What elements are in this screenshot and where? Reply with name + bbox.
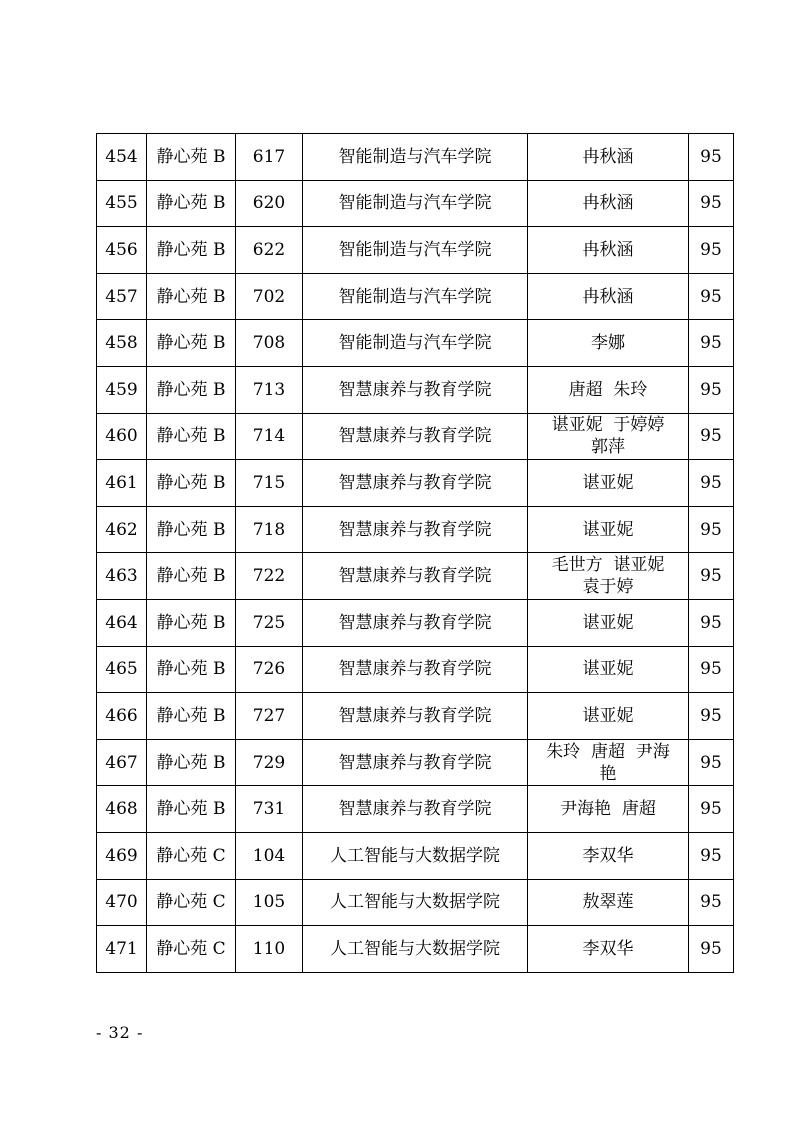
responsible-names-cell bbox=[528, 366, 689, 413]
score-cell: 95 bbox=[689, 506, 734, 553]
college-cell: 智能制造与汽车学院 bbox=[303, 134, 528, 181]
row-number-cell: 466 bbox=[97, 693, 147, 740]
table-row bbox=[97, 786, 734, 833]
building-cell: 静心苑 B bbox=[147, 227, 236, 274]
name-line: 袁于婷 bbox=[582, 577, 634, 598]
inspection-table bbox=[96, 133, 734, 973]
room-cell: 718 bbox=[236, 506, 303, 553]
row-number-cell: 469 bbox=[97, 832, 147, 879]
name-line: 唐超 朱玲 bbox=[568, 379, 648, 400]
row-number-cell: 464 bbox=[97, 599, 147, 646]
college-cell: 智能制造与汽车学院 bbox=[303, 180, 528, 227]
college-cell: 人工智能与大数据学院 bbox=[303, 832, 528, 879]
responsible-names-cell bbox=[528, 693, 689, 740]
score-cell: 95 bbox=[689, 460, 734, 507]
building-cell: 静心苑 B bbox=[147, 599, 236, 646]
room-cell: 105 bbox=[236, 879, 303, 926]
responsible-names-cell bbox=[528, 646, 689, 693]
table-row bbox=[97, 227, 734, 274]
room-cell: 725 bbox=[236, 599, 303, 646]
score-cell: 95 bbox=[689, 366, 734, 413]
name-line: 艳 bbox=[599, 763, 617, 784]
name-line: 朱玲 唐超 尹海 bbox=[546, 741, 670, 762]
responsible-names-cell bbox=[528, 506, 689, 553]
college-cell: 智慧康养与教育学院 bbox=[303, 693, 528, 740]
score-cell: 95 bbox=[689, 646, 734, 693]
building-cell: 静心苑 B bbox=[147, 786, 236, 833]
college-cell: 智能制造与汽车学院 bbox=[303, 227, 528, 274]
name-line: 谌亚妮 于婷婷 bbox=[551, 415, 665, 436]
responsible-names-cell bbox=[528, 227, 689, 274]
name-line: 冉秋涵 bbox=[582, 239, 634, 260]
building-cell: 静心苑 B bbox=[147, 646, 236, 693]
college-cell: 智能制造与汽车学院 bbox=[303, 320, 528, 367]
building-cell: 静心苑 C bbox=[147, 832, 236, 879]
name-line: 冉秋涵 bbox=[582, 193, 634, 214]
row-number-cell: 454 bbox=[97, 134, 147, 181]
table-row bbox=[97, 599, 734, 646]
score-cell: 95 bbox=[689, 599, 734, 646]
row-number-cell: 462 bbox=[97, 506, 147, 553]
college-cell: 智慧康养与教育学院 bbox=[303, 460, 528, 507]
row-number-cell: 465 bbox=[97, 646, 147, 693]
table-row bbox=[97, 646, 734, 693]
name-line: 谌亚妮 bbox=[582, 472, 634, 493]
table-row bbox=[97, 413, 734, 460]
college-cell: 智慧康养与教育学院 bbox=[303, 739, 528, 786]
name-line: 谌亚妮 bbox=[582, 519, 634, 540]
building-cell: 静心苑 B bbox=[147, 366, 236, 413]
page-number: - 32 - bbox=[96, 1023, 144, 1042]
responsible-names-cell bbox=[528, 134, 689, 181]
responsible-names-cell bbox=[528, 180, 689, 227]
building-cell: 静心苑 B bbox=[147, 739, 236, 786]
score-cell: 95 bbox=[689, 553, 734, 600]
table-row bbox=[97, 506, 734, 553]
college-cell: 智慧康养与教育学院 bbox=[303, 553, 528, 600]
score-cell: 95 bbox=[689, 832, 734, 879]
table-row bbox=[97, 739, 734, 786]
responsible-names-cell bbox=[528, 553, 689, 600]
table-row bbox=[97, 320, 734, 367]
score-cell: 95 bbox=[689, 693, 734, 740]
building-cell: 静心苑 B bbox=[147, 273, 236, 320]
building-cell: 静心苑 B bbox=[147, 413, 236, 460]
row-number-cell: 460 bbox=[97, 413, 147, 460]
row-number-cell: 456 bbox=[97, 227, 147, 274]
college-cell: 智慧康养与教育学院 bbox=[303, 599, 528, 646]
room-cell: 104 bbox=[236, 832, 303, 879]
college-cell: 智慧康养与教育学院 bbox=[303, 646, 528, 693]
name-line: 李娜 bbox=[591, 333, 625, 354]
table-body bbox=[97, 134, 734, 973]
row-number-cell: 459 bbox=[97, 366, 147, 413]
table-row bbox=[97, 693, 734, 740]
building-cell: 静心苑 B bbox=[147, 180, 236, 227]
building-cell: 静心苑 C bbox=[147, 926, 236, 973]
responsible-names-cell bbox=[528, 413, 689, 460]
responsible-names-cell bbox=[528, 926, 689, 973]
college-cell: 智慧康养与教育学院 bbox=[303, 786, 528, 833]
responsible-names-cell bbox=[528, 832, 689, 879]
responsible-names-cell bbox=[528, 320, 689, 367]
room-cell: 702 bbox=[236, 273, 303, 320]
name-line: 冉秋涵 bbox=[582, 286, 634, 307]
row-number-cell: 470 bbox=[97, 879, 147, 926]
room-cell: 713 bbox=[236, 366, 303, 413]
name-line: 尹海艳 唐超 bbox=[560, 799, 656, 820]
responsible-names-cell bbox=[528, 460, 689, 507]
college-cell: 智能制造与汽车学院 bbox=[303, 273, 528, 320]
college-cell: 智慧康养与教育学院 bbox=[303, 413, 528, 460]
name-line: 郭萍 bbox=[591, 437, 625, 458]
building-cell: 静心苑 B bbox=[147, 553, 236, 600]
row-number-cell: 461 bbox=[97, 460, 147, 507]
row-number-cell: 463 bbox=[97, 553, 147, 600]
name-line: 冉秋涵 bbox=[582, 146, 634, 167]
table-row bbox=[97, 926, 734, 973]
score-cell: 95 bbox=[689, 227, 734, 274]
table-row bbox=[97, 832, 734, 879]
building-cell: 静心苑 B bbox=[147, 134, 236, 181]
score-cell: 95 bbox=[689, 786, 734, 833]
building-cell: 静心苑 B bbox=[147, 460, 236, 507]
name-line: 李双华 bbox=[582, 938, 634, 959]
score-cell: 95 bbox=[689, 879, 734, 926]
name-line: 毛世方 谌亚妮 bbox=[551, 555, 665, 576]
room-cell: 729 bbox=[236, 739, 303, 786]
room-cell: 731 bbox=[236, 786, 303, 833]
college-cell: 人工智能与大数据学院 bbox=[303, 926, 528, 973]
score-cell: 95 bbox=[689, 320, 734, 367]
building-cell: 静心苑 B bbox=[147, 506, 236, 553]
college-cell: 人工智能与大数据学院 bbox=[303, 879, 528, 926]
table-row bbox=[97, 553, 734, 600]
row-number-cell: 458 bbox=[97, 320, 147, 367]
responsible-names-cell bbox=[528, 599, 689, 646]
room-cell: 708 bbox=[236, 320, 303, 367]
responsible-names-cell bbox=[528, 739, 689, 786]
responsible-names-cell bbox=[528, 879, 689, 926]
name-line: 敖翠莲 bbox=[582, 892, 634, 913]
score-cell: 95 bbox=[689, 134, 734, 181]
college-cell: 智慧康养与教育学院 bbox=[303, 366, 528, 413]
row-number-cell: 455 bbox=[97, 180, 147, 227]
score-cell: 95 bbox=[689, 180, 734, 227]
college-cell: 智慧康养与教育学院 bbox=[303, 506, 528, 553]
name-line: 谌亚妮 bbox=[582, 659, 634, 680]
room-cell: 714 bbox=[236, 413, 303, 460]
table-row bbox=[97, 879, 734, 926]
name-line: 李双华 bbox=[582, 845, 634, 866]
name-line: 谌亚妮 bbox=[582, 705, 634, 726]
score-cell: 95 bbox=[689, 413, 734, 460]
room-cell: 722 bbox=[236, 553, 303, 600]
table-row bbox=[97, 134, 734, 181]
score-cell: 95 bbox=[689, 273, 734, 320]
name-line: 谌亚妮 bbox=[582, 612, 634, 633]
room-cell: 110 bbox=[236, 926, 303, 973]
score-cell: 95 bbox=[689, 739, 734, 786]
building-cell: 静心苑 B bbox=[147, 320, 236, 367]
building-cell: 静心苑 B bbox=[147, 693, 236, 740]
row-number-cell: 457 bbox=[97, 273, 147, 320]
room-cell: 620 bbox=[236, 180, 303, 227]
room-cell: 622 bbox=[236, 227, 303, 274]
score-cell: 95 bbox=[689, 926, 734, 973]
responsible-names-cell bbox=[528, 273, 689, 320]
row-number-cell: 468 bbox=[97, 786, 147, 833]
responsible-names-cell bbox=[528, 786, 689, 833]
table-row bbox=[97, 460, 734, 507]
table-row bbox=[97, 366, 734, 413]
row-number-cell: 471 bbox=[97, 926, 147, 973]
room-cell: 726 bbox=[236, 646, 303, 693]
table-row bbox=[97, 180, 734, 227]
building-cell: 静心苑 C bbox=[147, 879, 236, 926]
room-cell: 715 bbox=[236, 460, 303, 507]
table-row bbox=[97, 273, 734, 320]
room-cell: 617 bbox=[236, 134, 303, 181]
room-cell: 727 bbox=[236, 693, 303, 740]
row-number-cell: 467 bbox=[97, 739, 147, 786]
